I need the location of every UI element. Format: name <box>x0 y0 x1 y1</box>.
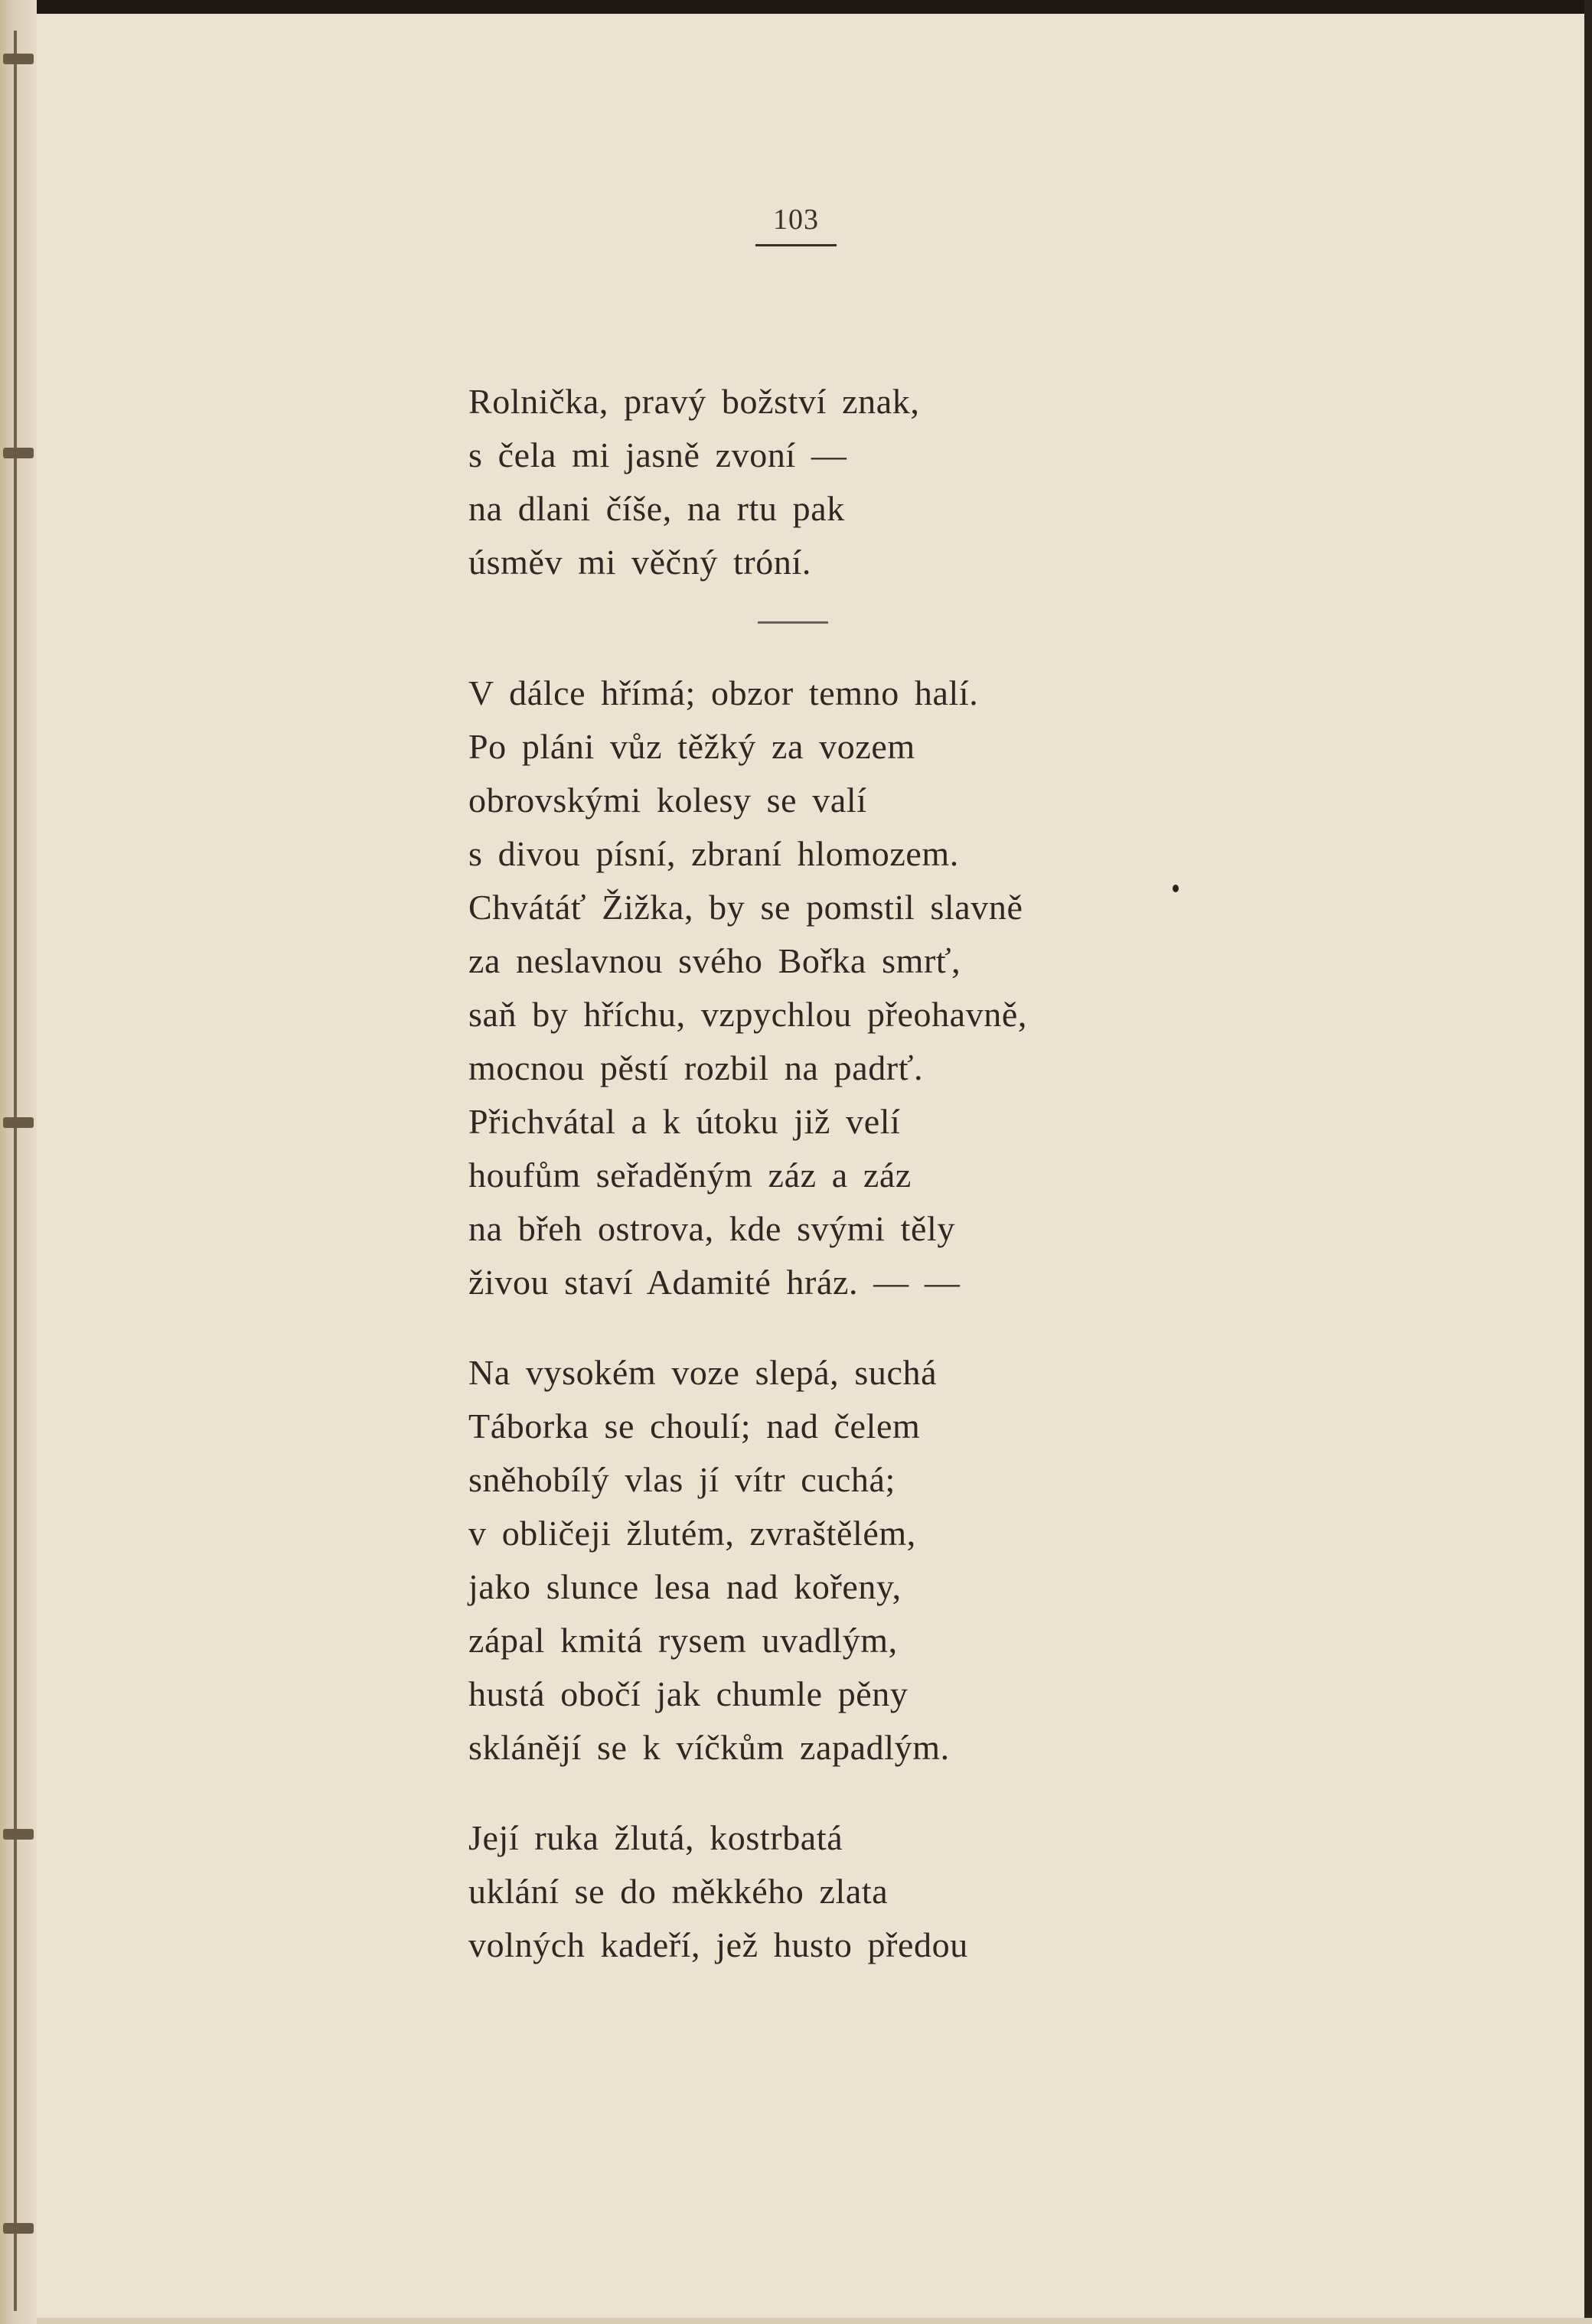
stanza <box>468 375 1234 589</box>
stanza <box>468 1346 1234 1775</box>
binding-gutter <box>0 0 37 2324</box>
poem-line: Rolnička, pravý božství znak, <box>468 382 920 421</box>
poem-line: za neslavnou svého Bořka smrť, <box>468 941 961 980</box>
binding-stitch <box>3 448 34 458</box>
scan-edge-right <box>1584 0 1592 2324</box>
poem-line: sklánějí se k víčkům zapadlým. <box>468 1728 950 1767</box>
page-number: 103 <box>773 204 819 236</box>
binding-stitch <box>3 54 34 64</box>
poem-line: na břeh ostrova, kde svými těly <box>468 1209 956 1248</box>
stanza-gap <box>468 1775 1234 1811</box>
poem-line: úsměv mi věčný tróní. <box>468 543 811 582</box>
binding-line <box>14 31 17 2311</box>
poem-line: hustá obočí jak chumle pěny <box>468 1674 909 1713</box>
binding-stitch <box>3 1117 34 1128</box>
scan-edge-bottom <box>0 2318 1592 2324</box>
page-number-underline <box>755 244 837 246</box>
poem-line: saň by hříchu, vzpychlou přeohavně, <box>468 995 1028 1034</box>
poem-line: jako slunce lesa nad kořeny, <box>468 1567 902 1606</box>
poem-line: Táborka se choulí; nad čelem <box>468 1406 921 1446</box>
poem-line: Přichvátal a k útoku již velí <box>468 1102 901 1141</box>
page-header <box>750 203 842 246</box>
stanza <box>468 1811 1234 1972</box>
poem-line: obrovskými kolesy se valí <box>468 781 867 820</box>
poem-line: sněhobílý vlas jí vítr cuchá; <box>468 1460 895 1499</box>
section-divider <box>758 621 828 624</box>
scan-edge-top <box>0 0 1592 14</box>
poem-line: Chvátáť Žižka, by se pomstil slavně <box>468 888 1023 927</box>
binding-stitch <box>3 2223 34 2234</box>
poem-line: houfům seřaděným záz a záz <box>468 1155 912 1195</box>
poem-line: v obličeji žlutém, zvraštělém, <box>468 1514 916 1553</box>
poem-line: s divou písní, zbraní hlomozem. <box>468 834 959 873</box>
stanza <box>468 667 1234 1309</box>
poem-line: uklání se do měkkého zlata <box>468 1872 889 1911</box>
poem-text <box>468 375 1234 1972</box>
poem-line: Její ruka žlutá, kostrbatá <box>468 1818 843 1857</box>
poem-line: V dálce hřímá; obzor temno halí. <box>468 673 979 712</box>
poem-line: zápal kmitá rysem uvadlým, <box>468 1621 898 1660</box>
poem-line: Na vysokém voze slepá, suchá <box>468 1353 938 1392</box>
binding-stitch <box>3 1829 34 1840</box>
poem-line: volných kadeří, jež husto předou <box>468 1925 968 1964</box>
poem-line: Po pláni vůz těžký za vozem <box>468 727 915 766</box>
poem-line: s čela mi jasně zvoní — <box>468 435 847 474</box>
stanza-gap <box>468 1309 1234 1346</box>
poem-line: na dlani číše, na rtu pak <box>468 489 845 528</box>
poem-line: živou staví Adamité hráz. — — <box>468 1263 961 1302</box>
poem-line: mocnou pěstí rozbil na padrť. <box>468 1048 924 1087</box>
